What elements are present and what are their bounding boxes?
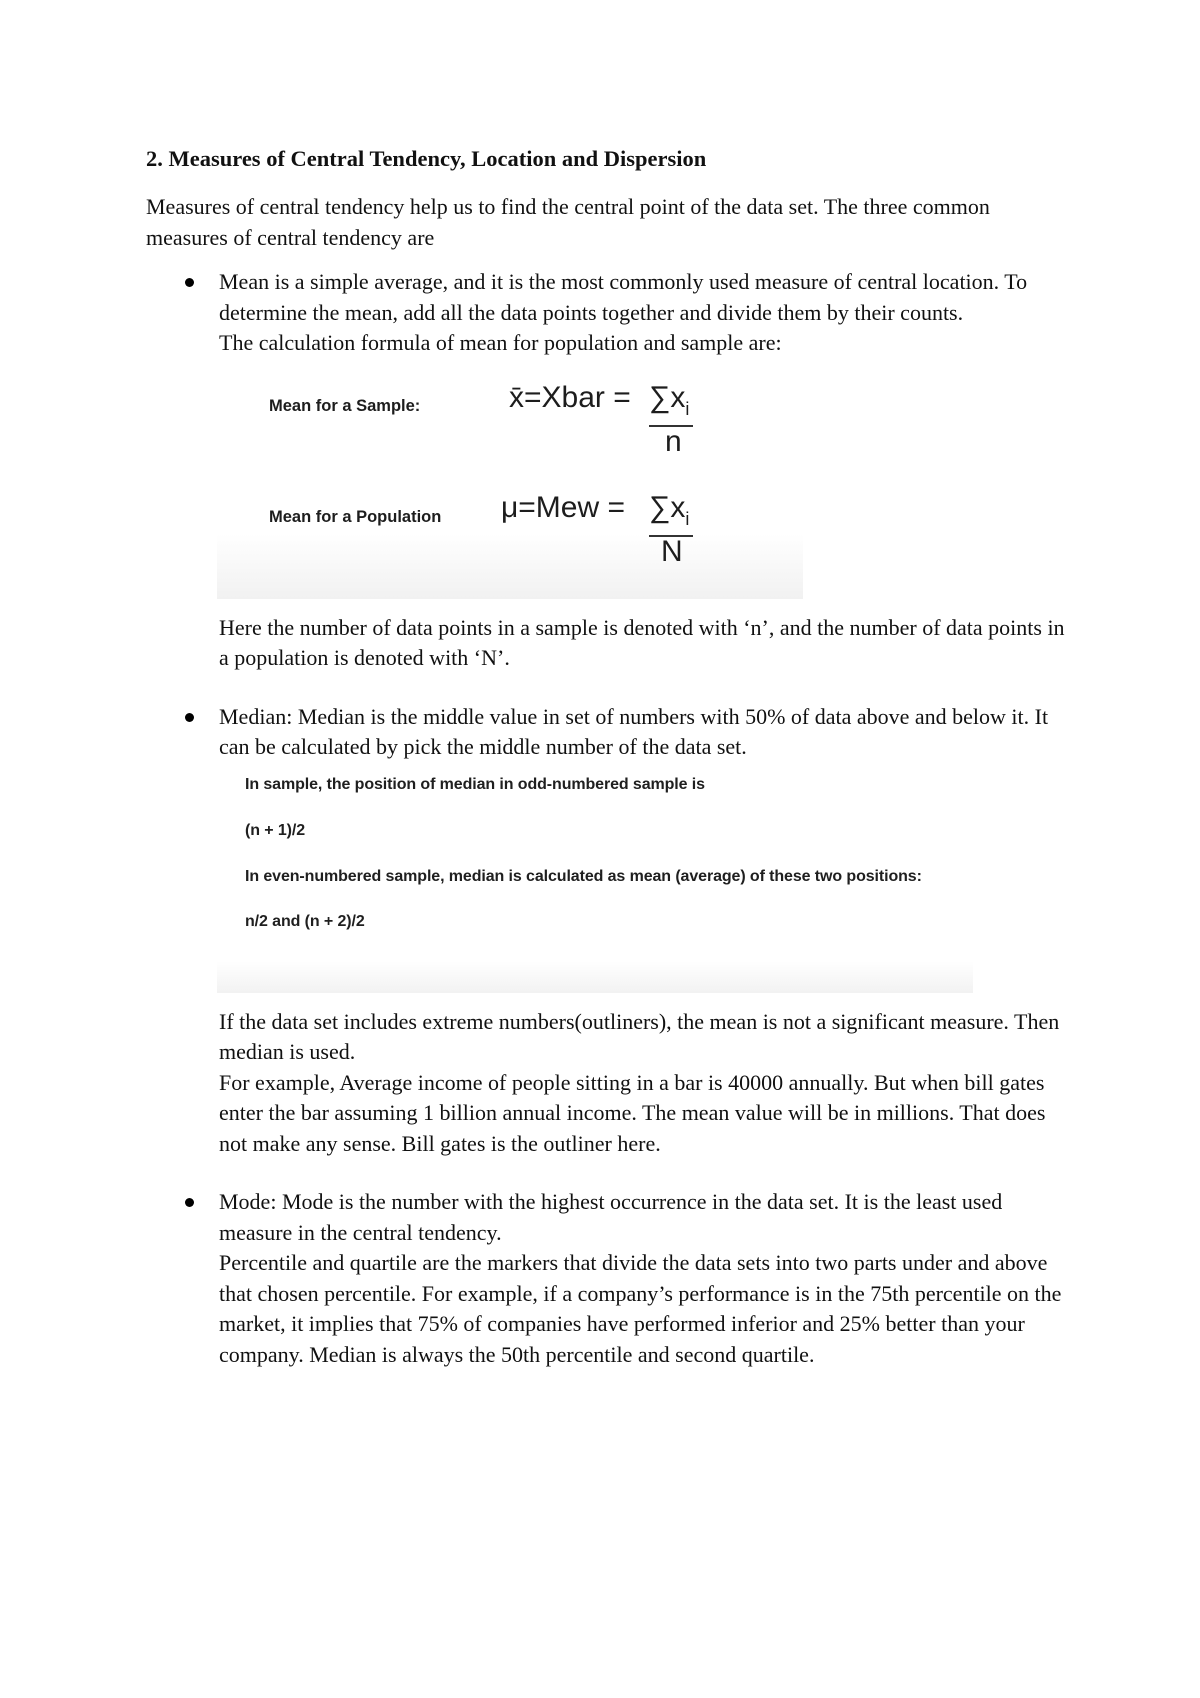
bullet-icon: [185, 1198, 194, 1207]
mode-description: Mode: Mode is the number with the highest occurrence in the data set. It is the least used measure in the central tendency.: [219, 1189, 1003, 1245]
sample-mean-lhs: x̄=Xbar =: [509, 380, 631, 414]
section-heading: 2. Measures of Central Tendency, Location and Dispersion: [146, 146, 707, 171]
sample-subscript: i: [685, 398, 690, 419]
population-mean-denominator: N: [661, 534, 683, 568]
sample-mean-numerator: [649, 380, 690, 419]
document-body: [146, 142, 1066, 1370]
median-formula-figure: [217, 767, 973, 993]
median-odd-formula: (n + 1)/2: [245, 821, 306, 839]
population-mean-lhs: μ=Mew =: [501, 490, 625, 524]
population-mean-label: Mean for a Population: [269, 507, 442, 526]
mean-formula-figure: [217, 367, 803, 599]
median-even-formula: n/2 and (n + 2)/2: [245, 912, 365, 930]
population-subscript: i: [685, 508, 690, 529]
median-description: Median: Median is the middle value in set of numbers with 50% of data above and below it. It can be calculated by pick the middle number of the data set.: [219, 703, 1049, 759]
bullet-icon: [185, 278, 194, 287]
population-sum-symbol: ∑x: [649, 490, 686, 524]
percentile-description: Percentile and quartile are the markers that divide the data sets into two parts under and above that chosen percentile. For example, if a company’s performance is in the 75th percentile on the market, it implies that 75% of companies have performed inferior and 25% better than your company. Median is always the 50th percentile and second quartile.: [219, 1250, 1062, 1367]
list-item-mean: [146, 267, 1066, 674]
sample-mean-denominator: n: [665, 424, 682, 458]
list-item-median: [146, 702, 1066, 1160]
mean-notation-note: Here the number of data points in a sample is denoted with ‘n’, and the number of data points in a population is denoted with ‘N’.: [219, 614, 1065, 670]
mean-description: Mean is a simple average, and it is the most commonly used measure of central location. To determine the mean, add all the data points together and divide them by their counts.: [219, 269, 1028, 325]
sample-mean-label: Mean for a Sample:: [269, 396, 421, 415]
median-odd-text: In sample, the position of median in odd-numbered sample is: [245, 775, 705, 793]
list-item-mode: [146, 1187, 1066, 1370]
mean-formula-intro: The calculation formula of mean for population and sample are:: [219, 330, 782, 355]
central-tendency-list: [146, 267, 1066, 1370]
intro-paragraph: Measures of central tendency help us to find the central point of the data set. The three common measures of central tendency are: [146, 194, 990, 250]
population-mean-numerator: [649, 490, 690, 529]
sample-sum-symbol: ∑x: [649, 380, 686, 414]
median-even-text: In even-numbered sample, median is calculated as mean (average) of these two positions:: [245, 867, 922, 885]
median-example: For example, Average income of people sitting in a bar is 40000 annually. But when bill gates enter the bar assuming 1 billion annual income. The mean value will be in millions. That does not make any sense. Bill gates is the outliner here.: [219, 1069, 1046, 1156]
bullet-icon: [185, 713, 194, 722]
median-outlier-note: If the data set includes extreme numbers(outliners), the mean is not a significant measure. Then median is used.: [219, 1008, 1060, 1064]
